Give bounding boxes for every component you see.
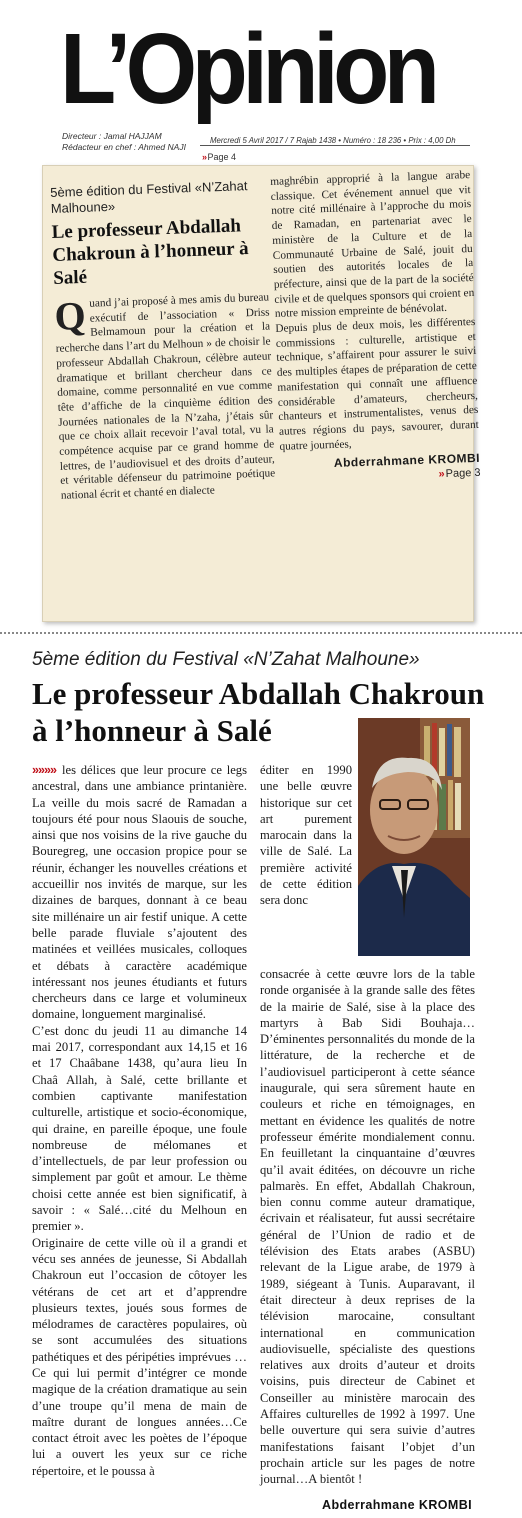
article-column-left xyxy=(32,762,247,1512)
newspaper-logo: L’Opinion xyxy=(60,13,435,125)
editor-credit: Rédacteur en chef : Ahmed NAJI xyxy=(62,142,186,152)
chevron-icon: »»»» xyxy=(32,763,57,777)
clipping-title: Le professeur Abdallah Chakroun à l’honneur à Salé xyxy=(51,215,249,289)
page-reference-top xyxy=(202,152,236,162)
masthead xyxy=(0,0,522,165)
portrait-photo xyxy=(358,718,470,956)
article-kicker: 5ème édition du Festival «N’Zahat Malhoune» xyxy=(32,649,420,670)
divider xyxy=(200,145,470,146)
paragraph-text: les délices que leur procure ce legs ancestral, dans une ambiance printanière. La veille du mois sacré de Ramadan a toujours été pour nous Slaouis de souche, ainsi que nos voisins de la rive gauche du Bouregreg, une occasion propice pour se réunir, échanger les nouvelles créations et accueillir nos invités de marque, sur les dizaines de barques, donnant à ce beau site millénaire un air festif unique. A cette belle parade fluviale s’ajoutent des matinées et veillées musicales, colloques et débats à caractère académique intéressant nos jeunes étudiants et futurs chercheurs dans ce large et volumineux domaine, longuement marginalisé. xyxy=(32,763,247,1022)
portrait-illustration xyxy=(358,718,470,956)
page-number: Page 4 xyxy=(207,152,237,162)
chevron-icon: » xyxy=(438,468,443,481)
clipping-body xyxy=(54,290,276,503)
article-headline: Le professeur Abdallah Chakroun à l’honneur à Salé xyxy=(32,676,485,748)
issue-info: Mercredi 5 Avril 2017 / 7 Rajab 1438 • Numéro : 18 236 • Prix : 4,00 Dh xyxy=(210,136,456,145)
chevron-icon: » xyxy=(202,152,206,162)
clipping-kicker: 5ème édition du Festival «N’Zahat Malhoune» xyxy=(50,178,248,216)
clipping-right-text-1: maghrébin approprié à la langue arabe classique. Cet événement annuel que vit notre cité millénaire à l’approche du mois de Ramadan, en partenariat avec le ministère de la Culture et de la Communauté Urbaine de Salé, jouit du soutien des autorités locales de la préfecture, ainsi que de la part de la société civile et de quelques sponsors qui croient en notre mission empreinte de bénévolat. xyxy=(270,169,475,321)
drop-cap: Q xyxy=(53,292,87,339)
staff-credits xyxy=(62,131,186,153)
article-signature: Abderrahmane KROMBI xyxy=(322,1498,472,1512)
page-number: Page 3 xyxy=(445,467,481,481)
clipping-signature: Abderrahmane KROMBI xyxy=(333,451,481,471)
article-paragraph: éditer en 1990 une belle œuvre historique sur cet art purement marocain dans la ville de Salé. La première activité de cette édition sera donc xyxy=(260,763,352,908)
director-credit: Directeur : Jamal HAJJAM xyxy=(62,131,162,141)
article-paragraph: C’est donc du jeudi 11 au dimanche 14 mai 2017, correspondant aux 14,15 et 16 et 17 Chaâbane 1438, qu’aura lieu In Chaâ Allah, à Salé, cette brillante et combien captivante manifestation culturelle, artistique et socio-économique, qui draine, en pareille époque, une foule nombreuse de mélomanes et d’intellectuels, de par leur profession ou simplement par goût et amour. Le thème choisi cette année est bien significatif, à savoir : « Salé…cité du Melhoun en premier ». xyxy=(32,1023,247,1234)
article-paragraph: consacrée à cette œuvre lors de la table ronde organisée à la grande salle des fêtes de la mairie de Salé, sise à la place des martyrs à Bab Sidi Bouhaja…D’éminentes personnalités du monde de la littérature, de la recherche et de l’audiovisuel participeront à cette séance inaugurale, qui sera sûrement haute en couleurs et riche en témoignages, en mettant en évidence les qualités de notre professeur émérite mondialement connu. En feuilletant la cinquantaine d’œuvres qu’il avait éditées, on découvre un riche palmarès. En effet, Abdallah Chakroun, bien connu comme auteur dramatique, écrivain et réalisateur, fut aussi secrétaire général de l’Union de radio et de télévision des Etats arabes (ASBU) relevant de la Ligue arabe, de 1979 à 1989, siégeant à Tunis. Auparavant, il était directeur à deux reprises de la télévision marocaine, consultant international en communication audiovisuelle, spécialiste des questions relatives aux droits d’auteur et droits voisins, puis directeur de Cabinet et Conseiller au ministère marocain des Affaires culturelles de 1992 à 1997. Une belle ouverture qui sera suivie d’autres manifestations faisant l’objet d’un prochain article sur les pages de notre journal…A bientôt ! xyxy=(260,967,475,1487)
clipping-left-text: uand j’ai proposé à mes amis du bureau exécutif de l’association « Driss Belmamoun pour la création et la recherche dans l’art du Melhoun » de choisir le professeur Abdallah Chakroun, célèbre auteur dramatique et brillant chercheur dans ce domaine, comme personnalité en vue comme tête d’affiche de la cinquième édition des Journées nationales de la N’zaha, j’étais sûr que ce choix allait recevoir l’aval total, vu la compétence acquise par ce grand homme de lettres, de l’audiovisuel et des droits d’auteur, et véritable défenseur du patrimoine poétique national écrit et chanté en dialecte xyxy=(55,291,276,502)
article-column-right-top xyxy=(260,762,352,909)
article-column-right xyxy=(260,966,475,1488)
clipping-left-column xyxy=(50,177,280,614)
article-paragraph xyxy=(32,762,247,1023)
dotted-separator xyxy=(0,632,522,634)
article-paragraph: Originaire de cette ville où il a grandi et vécu ses années de jeunesse, Si Abdallah Chakroun eut l’occasion de côtoyer les vétérans de cet art et d’apprendre plusieurs textes, joués sous formes de mélodrames de caractères populaires, où se sont accumulées des situations pathétiques et des péripéties imprévues … Ce qui lui permit d’intégrer ce monde magique de la création dramatique au sein d’une troupe qu’il mena de main de maître durant de longues années…Ce contact étroit avec les poètes de l’époque lui a ouvert les yeux sur ce riche répertoire, et le poussa à xyxy=(32,1235,247,1478)
clipping-right-text-2: Depuis plus de deux mois, les différentes commissions : culturelle, artistique et technique, s’affairent pour assurer le suivi des multiples étapes de préparation de cette manifestation qui connaît une affluence considérable d’amateurs, chercheurs, chanteurs et instrumentalistes, venus des autres régions du pays, savourer, durant quatre journées, xyxy=(275,315,480,453)
clipping-right-column xyxy=(270,168,485,615)
